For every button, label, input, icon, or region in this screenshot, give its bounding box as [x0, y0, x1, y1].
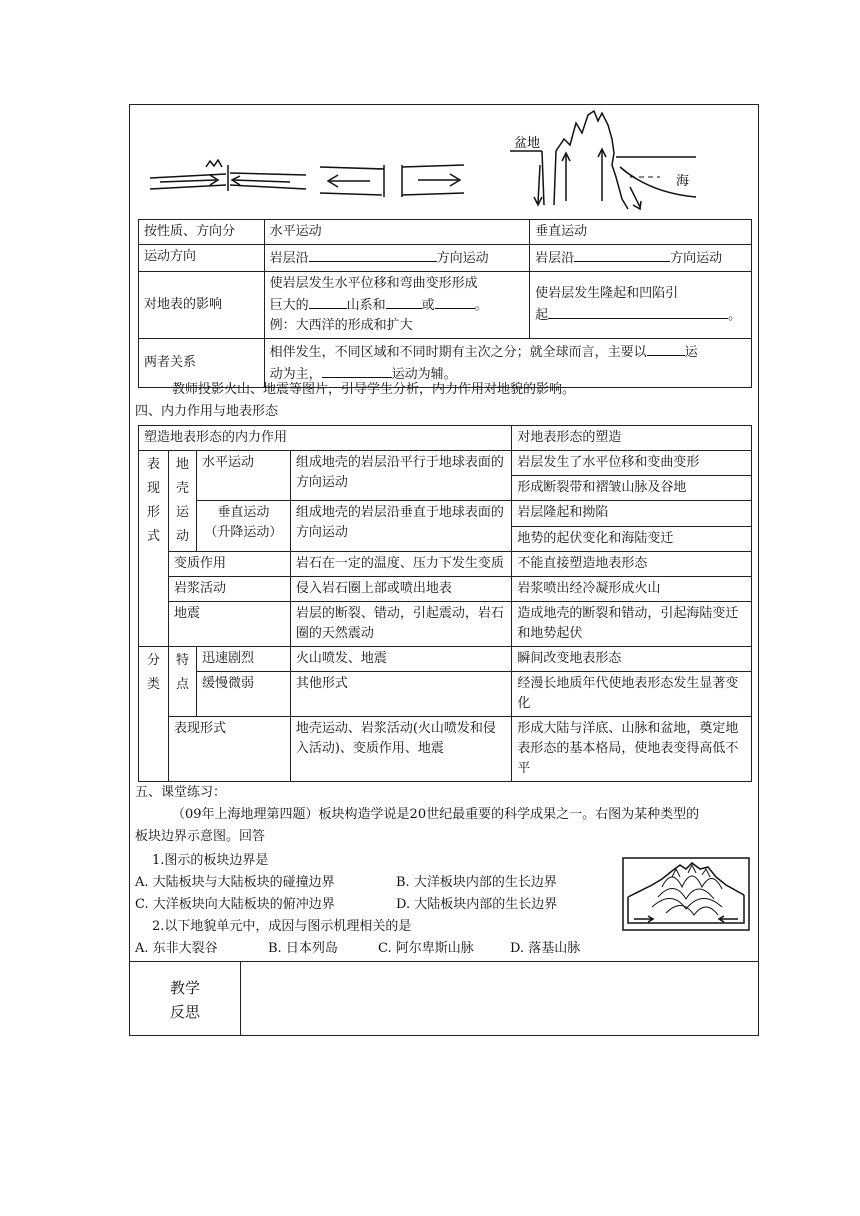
cell: 形成大陆与洋底、山脉和盆地，奠定地表形态的基本格局，使地表变得高低不平 — [512, 717, 752, 782]
text: 使岩层发生水平位移和弯曲变形形成 — [269, 276, 478, 291]
section-4-title: 四、内力作用与地表形态 — [135, 404, 279, 419]
option-2b[interactable]: B. 日本列岛 — [268, 941, 338, 956]
table-row — [139, 552, 752, 577]
table-row — [139, 272, 752, 339]
option-2d[interactable]: D. 落基山脉 — [510, 941, 581, 956]
text: （升降运动） — [204, 525, 283, 540]
cell: 对地表的影响 — [139, 272, 265, 339]
text: 。 — [474, 298, 488, 313]
text: 使岩层发生隆起和凹陷引 — [535, 286, 679, 301]
table-row — [139, 602, 752, 647]
text: 巨大的 — [269, 298, 309, 313]
cell: 缓慢微弱 — [196, 672, 290, 717]
cell: 水平运动 — [264, 220, 529, 245]
text: 山系和 — [346, 298, 386, 313]
option-1d[interactable]: D. 大陆板块内部的生长边界 — [396, 897, 558, 912]
cell: 垂直运动 — [530, 220, 752, 245]
text: 动为主， — [269, 367, 322, 382]
option-1b[interactable]: B. 大洋板块内部的生长边界 — [396, 875, 557, 890]
horizontal-compression-sketch — [150, 160, 306, 191]
fill-blank[interactable] — [435, 294, 475, 309]
cell: 地壳运动、岩浆活动(火山喷发和侵入活动)、变质作用、地震 — [290, 717, 512, 782]
sea-label: 海 — [676, 174, 690, 189]
fill-blank[interactable] — [548, 304, 728, 319]
table-row — [139, 245, 752, 272]
cell: 瞬间改变地表形态 — [512, 647, 752, 672]
cell — [139, 451, 169, 647]
cell: 侵入岩石圈上部或喷出地表 — [290, 577, 512, 602]
fill-blank[interactable] — [386, 294, 422, 309]
cell: 其他形式 — [290, 672, 512, 717]
text: 起 — [535, 308, 549, 323]
fill-blank[interactable] — [322, 363, 392, 378]
cell: 形成断裂带和褶皱山脉及谷地 — [512, 476, 752, 501]
text: 。 — [728, 308, 742, 323]
cell: 地势的起伏变化和海陆变迁 — [512, 527, 752, 552]
cell: 岩层的断裂、错动，引起震动，岩石圈的天然震动 — [290, 602, 512, 647]
cell: 两者关系 — [139, 339, 265, 388]
cell: 迅速剧烈 — [196, 647, 290, 672]
cell: 运动方向 — [139, 245, 265, 272]
cell: 岩石在一定的温度、压力下发生变质 — [290, 552, 512, 577]
question-1: 1.图示的板块边界是 — [152, 853, 269, 868]
header-cell: 塑造地表形态的内力作用 — [139, 426, 512, 451]
horizontal-tension-sketch — [320, 165, 464, 197]
cell: 组成地壳的岩层沿垂直于地球表面的方向运动 — [290, 501, 512, 552]
text: 垂直运动 — [217, 505, 270, 520]
cell: 水平运动 — [196, 451, 290, 501]
cell — [139, 647, 169, 782]
vertical-movement-sketch — [510, 111, 696, 209]
divider — [240, 962, 241, 1036]
cell — [196, 501, 290, 552]
cell — [168, 451, 196, 552]
table-row — [139, 451, 752, 476]
text: 方向运动 — [436, 251, 489, 266]
fill-blank[interactable] — [647, 341, 685, 356]
table-row — [139, 672, 752, 717]
crustal-movement-table — [138, 219, 752, 388]
fill-blank[interactable] — [309, 247, 437, 262]
question-2: 2.以下地貌单元中，成因与图示机理相关的是 — [152, 919, 412, 934]
text: 运动为辅。 — [391, 367, 457, 382]
header-cell: 对地表形态的塑造 — [512, 426, 752, 451]
option-2c[interactable]: C. 阿尔卑斯山脉 — [378, 941, 474, 956]
text: 教学 — [169, 979, 200, 997]
cell: 不能直接塑造地表形态 — [512, 552, 752, 577]
lesson-frame — [129, 104, 759, 1036]
section-5-title: 五、课堂练习： — [135, 785, 227, 800]
cell — [530, 272, 752, 339]
cell: 变质作用 — [168, 552, 290, 577]
text: 相伴发生，不同区域和不同时期有主次之分；就全球而言，主要以 — [269, 345, 647, 360]
table-row — [139, 426, 752, 451]
text: 运 — [684, 345, 698, 360]
teacher-note: 教师投影火山、地震等图片，引导学生分析，内力作用对地貌的影响。 — [172, 382, 576, 397]
text: 岩层沿 — [535, 251, 575, 266]
cell: 组成地壳的岩层沿平行于地球表面的方向运动 — [290, 451, 512, 501]
table-row — [139, 717, 752, 782]
table-row — [139, 647, 752, 672]
table-row — [139, 577, 752, 602]
cell: 造成地壳的断裂和错动，引起海陆变迁和地势起伏 — [512, 602, 752, 647]
cell: 表现形式 — [168, 717, 290, 782]
text: 岩层沿 — [269, 251, 309, 266]
text: 或 — [421, 298, 435, 313]
cell — [168, 647, 196, 717]
table-row — [139, 220, 752, 245]
reflection-label — [130, 976, 240, 1024]
text: 例：大西洋的形成和扩大 — [269, 318, 413, 333]
table-row — [139, 501, 752, 527]
basin-label: 盆地 — [514, 136, 541, 151]
cell — [264, 245, 529, 272]
text: 地壳运动 — [175, 457, 189, 544]
exercise-intro: （09年上海地理第四题）板块构造学说是20世纪最重要的科学成果之一。右图为某种类型的 — [172, 807, 700, 822]
cell — [530, 245, 752, 272]
reflection-row — [130, 961, 758, 1036]
cell: 岩层隆起和拗陷 — [512, 501, 752, 527]
cell: 岩浆活动 — [168, 577, 290, 602]
cell: 岩浆喷出经冷凝形成火山 — [512, 577, 752, 602]
option-1a[interactable]: A. 大陆板块与大陆板块的碰撞边界 — [135, 875, 335, 890]
text: 表现形式 — [146, 457, 160, 544]
option-1c[interactable]: C. 大洋板块向大陆板块的俯冲边界 — [135, 897, 335, 912]
fill-blank[interactable] — [574, 247, 670, 262]
option-2a[interactable]: A. 东非大裂谷 — [135, 941, 218, 956]
plate-boundary-figure — [622, 857, 750, 931]
text: 方向运动 — [670, 251, 723, 266]
cell: 经漫长地质年代使地表形态发生显著变化 — [512, 672, 752, 717]
internal-forces-table — [138, 425, 752, 782]
text: 特点 — [175, 653, 189, 692]
text: 反思 — [169, 1003, 200, 1021]
cell — [264, 272, 529, 339]
reflection-input[interactable] — [242, 964, 754, 1034]
text: 分类 — [146, 653, 160, 692]
cell: 按性质、方向分 — [139, 220, 265, 245]
cell: 火山喷发、地震 — [290, 647, 512, 672]
exercise-intro-2: 板块边界示意图。回答 — [135, 829, 266, 844]
cell: 地震 — [168, 602, 290, 647]
cell: 岩层发生了水平位移和变曲变形 — [512, 451, 752, 476]
fill-blank[interactable] — [309, 294, 347, 309]
crustal-movement-diagram — [130, 105, 758, 219]
